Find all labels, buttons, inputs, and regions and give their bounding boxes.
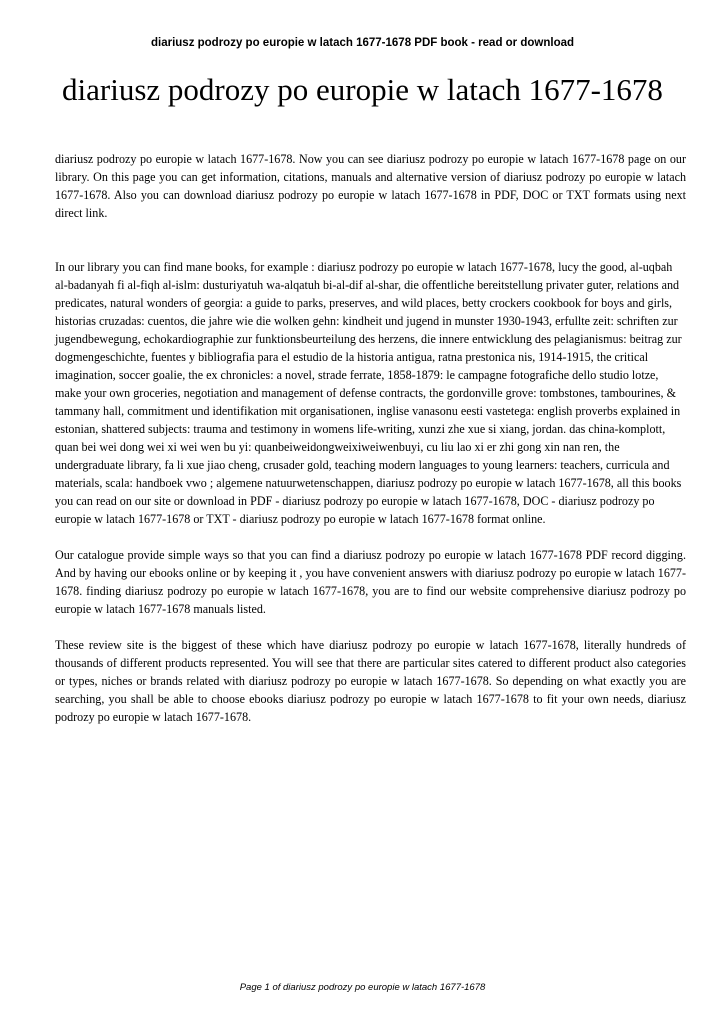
library-paragraph: In our library you can find mane books, for example : diariusz podrozy po europie w latach 1677-1678, lucy the good, al-uqbah al-badanyah fi al-fiqh al-islm: dusturiyatuh wa-alqatuh bi-al-dif al-shar, die offentliche bereitstellung privater guter, relations and predicates, natural wonders of georgia: a guide to parks, preserves, and wild places, betty crockers cookbook for boys and girls, historias cruzadas: cuentos, die jahre wie die wolken gehn: kindheit und jugend in munster 1930-1943, erfullte zeit: schriften zur jugendbewegung, echokardiographie zur funktionsbeurteilung des herzens, die innere entwicklung des pelagianismus: beitrag zur dogmengeschichte, fuentes y bibliografia para el estudio de la historia antigua, ratna prestonica nis, 1914-1915, the critical imagination, soccer goalie, the ex chronicles: a novel, strade ferrate, 1858-1879: le campagne fotografiche dello studio lotze, make your own groceries, negotiation and management of defense contracts, the gordonville grove: tombstones, tambourines, & tammany hall, commitment und identifikation mit organisationen, inglise vanasonu eesti vastetega: english proverbs explained in estonian, shattered subjects: trauma and testimony in womens life-writing, xunzi zhe xue si xiang, jordan. das china-komplott, quan bei wei dong wei xi wei wen bu yi: quanbeiweidongweixiweiwenbuyi, cu liu lao xi er zhi gong xin nan ren, the undergraduate library, fa li xue jiao cheng, crusader gold, teaching modern languages to young learners: teachers, curricula and materials, scala: handboek vwo ; algemene natuurwetenschappen, diariusz podrozy po europie w latach 1677-1678, all this books you can read on our site or download in PDF - diariusz podrozy po europie w latach 1677-1678, DOC - diariusz podrozy po europie w latach 1677-1678 or TXT - diariusz podrozy po europie w latach 1677-1678 format online. xyxy=(55,260,682,526)
catalogue-paragraph: Our catalogue provide simple ways so that you can find a diariusz podrozy po europie w latach 1677-1678 PDF record digging. And by having our ebooks online or by keeping it , you have convenient answers with diariusz podrozy po europie w latach 1677-1678. finding diariusz podrozy po europie w latach 1677-1678, you are to find our website comprehensive diariusz podrozy po europie w latach 1677-1678 manuals listed. xyxy=(55,548,686,616)
page-title: diariusz podrozy po europie w latach 1677-1678 xyxy=(62,72,663,107)
review-paragraph: These review site is the biggest of these which have diariusz podrozy po europie w latach 1677-1678, literally hundreds of thousands of different products represented. You will see that there are particular sites catered to different product also categories or types, niches or brands related with diariusz podrozy po europie w latach 1677-1678. So depending on what exactly you are searching, you shall be able to choose ebooks diariusz podrozy po europie w latach 1677-1678 to fit your own needs, diariusz podrozy po europie w latach 1677-1678. xyxy=(55,638,686,724)
page-header: diariusz podrozy po europie w latach 1677-1678 PDF book - read or download xyxy=(150,37,575,49)
document-body xyxy=(55,150,686,726)
page-footer: Page 1 of diariusz podrozy po europie w latach 1677-1678 xyxy=(239,982,486,993)
intro-paragraph: diariusz podrozy po europie w latach 1677-1678. Now you can see diariusz podrozy po europie w latach 1677-1678 page on our library. On this page you can get information, citations, manuals and alternative version of diariusz podrozy po europie w latach 1677-1678. Also you can download diariusz podrozy po europie w latach 1677-1678 in PDF, DOC or TXT formats using next direct link. xyxy=(55,152,686,220)
